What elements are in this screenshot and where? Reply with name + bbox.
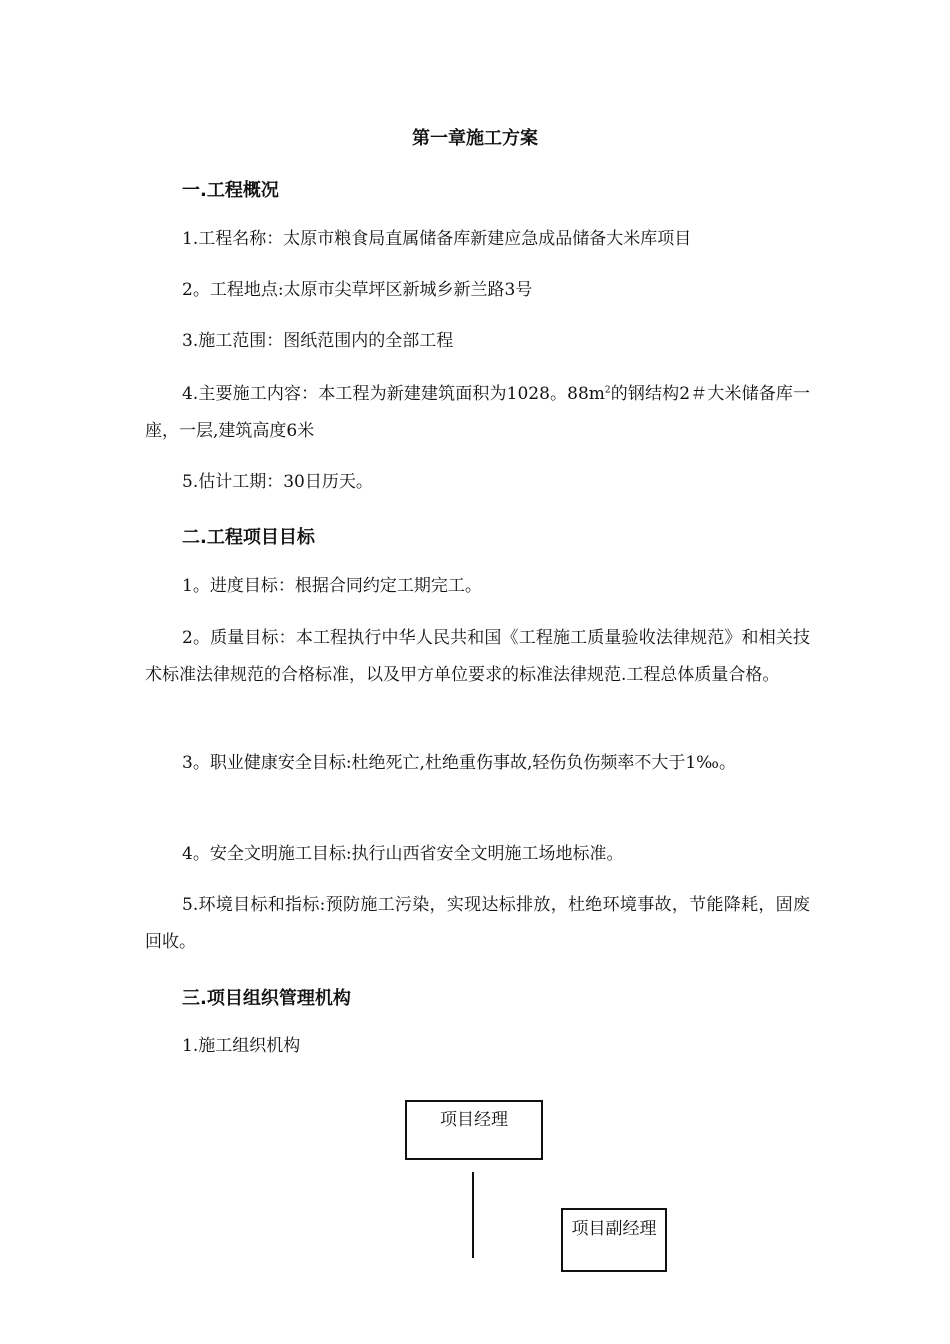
org-box-deputy-manager bbox=[561, 1208, 667, 1272]
paragraph-project-name: 1.工程名称：太原市粮食局直属储备库新建应急成品储备大米库项目 bbox=[182, 229, 692, 249]
paragraph-main-content bbox=[145, 376, 810, 450]
section-heading-organization: 三.项目组织管理机构 bbox=[182, 988, 351, 1009]
section-heading-overview: 一.工程概况 bbox=[182, 180, 279, 201]
paragraph-construction-scope: 3.施工范围：图纸范围内的全部工程 bbox=[182, 331, 454, 351]
org-box-project-manager bbox=[405, 1100, 543, 1160]
paragraph-safety-target: 3。职业健康安全目标:杜绝死亡,杜绝重伤事故,轻伤负伤频率不大于1‰。 bbox=[182, 753, 736, 773]
main-content-text-a: 4.主要施工内容：本工程为新建建筑面积为1028。88m bbox=[182, 384, 605, 404]
paragraph-project-location: 2。工程地点:太原市尖草坪区新城乡新兰路3号 bbox=[182, 280, 533, 300]
paragraph-civilized-construction-target: 4。安全文明施工目标:执行山西省安全文明施工场地标准。 bbox=[182, 844, 624, 864]
main-content-text-b: 的钢结构2＃大米储备库一座，一层,建筑高度6米 bbox=[145, 384, 810, 441]
paragraph-estimated-duration: 5.估计工期：30日历天。 bbox=[182, 472, 373, 492]
paragraph-environment-target: 5.环境目标和指标:预防施工污染，实现达标排放，杜绝环境事故，节能降耗，固废回收。 bbox=[145, 895, 810, 952]
paragraph-organization-structure: 1.施工组织机构 bbox=[182, 1036, 301, 1056]
org-label-project-manager: 项目经理 bbox=[440, 1110, 508, 1130]
area-unit-superscript: 2 bbox=[604, 385, 611, 396]
paragraph-schedule-target: 1。进度目标：根据合同约定工期完工。 bbox=[182, 576, 482, 596]
org-connector-line bbox=[472, 1172, 474, 1258]
section-heading-targets: 二.工程项目目标 bbox=[182, 527, 315, 548]
chapter-title: 第一章施工方案 bbox=[412, 128, 538, 149]
org-label-deputy-manager: 项目副经理 bbox=[571, 1219, 657, 1239]
paragraph-quality-target: 2。质量目标：本工程执行中华人民共和国《工程施工质量验收法律规范》和相关技术标准法律规范的合格标准，以及甲方单位要求的标准法律规范.工程总体质量合格。 bbox=[145, 628, 810, 685]
